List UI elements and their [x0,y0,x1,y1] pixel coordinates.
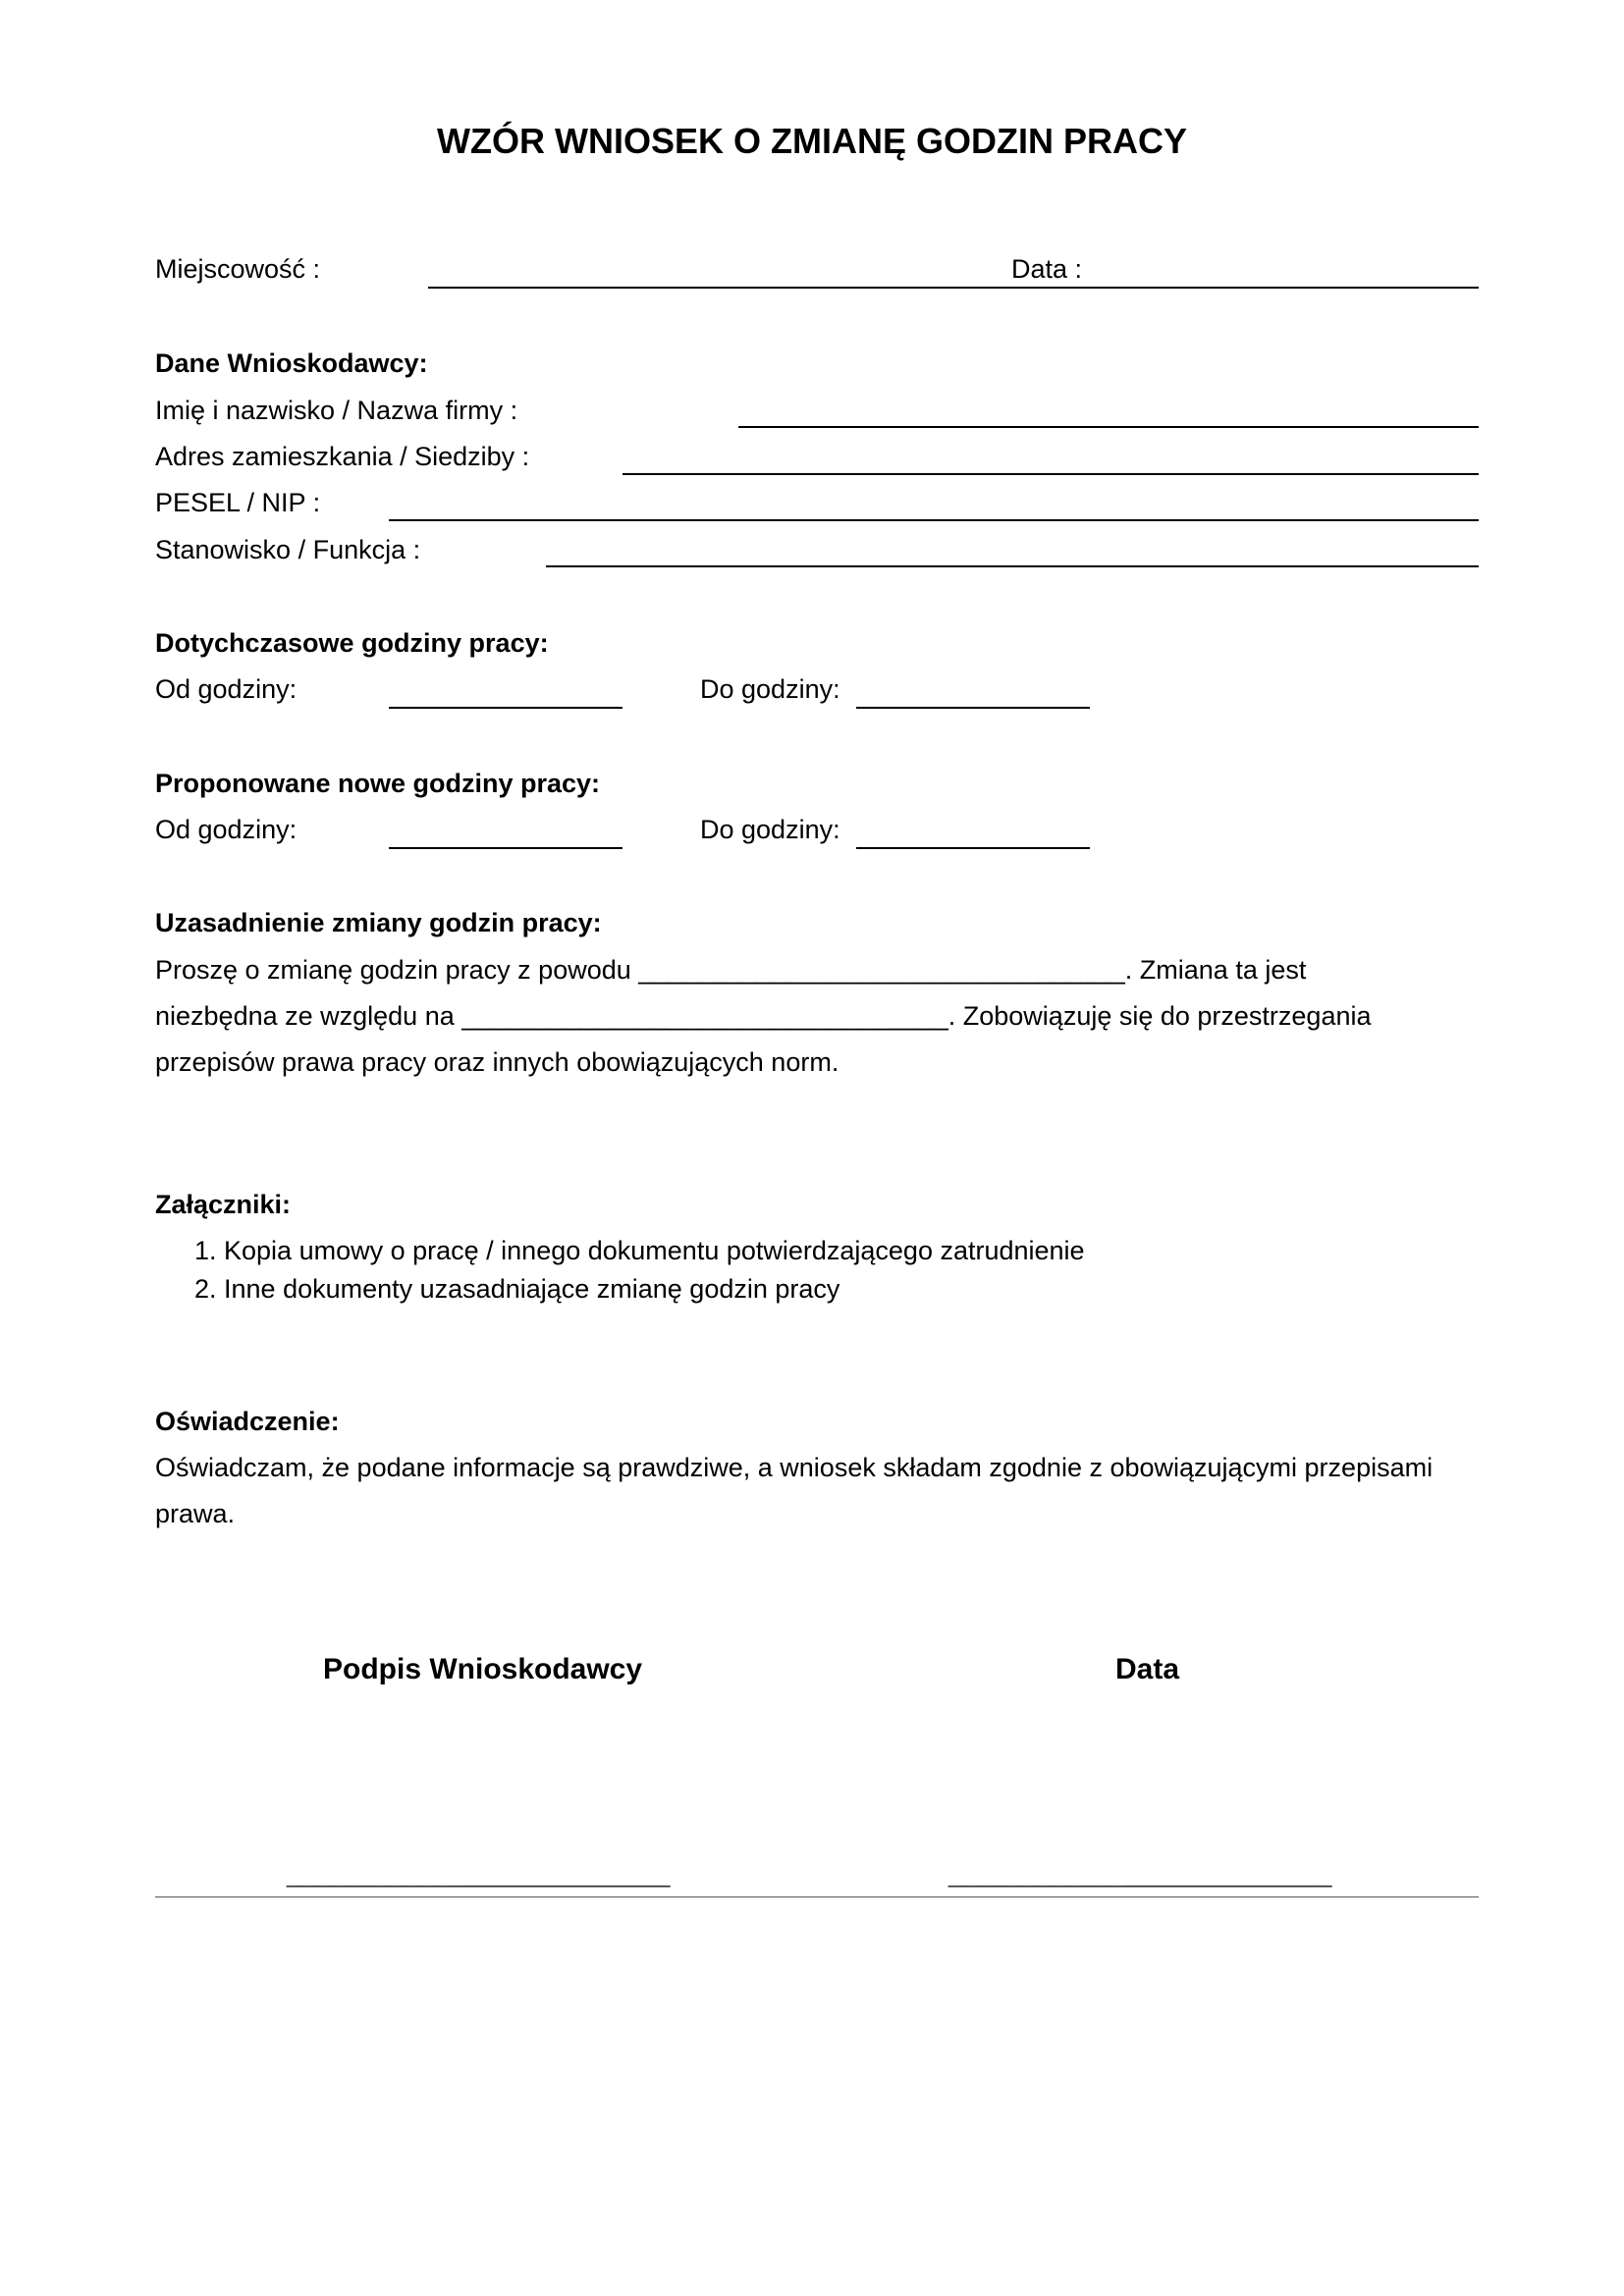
address-label: Adres zamieszkania / Siedziby : [155,442,530,471]
name-field-line[interactable] [738,426,1479,428]
current-to-line[interactable] [856,707,1090,709]
signature-line[interactable]: __________________________ [287,1858,671,1888]
justification-heading: Uzasadnienie zmiany godzin pracy: [155,908,602,937]
statement-heading: Oświadczenie: [155,1407,340,1436]
current-hours-heading: Dotychczasowe godziny pracy: [155,628,549,658]
signature-date-line[interactable]: __________________________ [948,1858,1332,1888]
place-label: Miejscowość : [155,254,321,284]
new-to-line[interactable] [856,847,1090,849]
current-to-label: Do godziny: [700,674,840,704]
pesel-field-line[interactable] [389,519,1479,521]
address-field-line[interactable] [623,473,1479,475]
current-from-label: Od godziny: [155,674,298,704]
new-to-label: Do godziny: [700,815,840,844]
attachment-item: 1. Kopia umowy o pracę / innego dokumentu potwierdzającego zatrudnienie [194,1236,1085,1265]
new-from-label: Od godziny: [155,815,298,844]
applicant-heading: Dane Wnioskodawcy: [155,348,428,378]
new-from-line[interactable] [389,847,623,849]
date-label: Data : [1011,254,1083,284]
footer-divider [155,1896,1479,1897]
name-label: Imię i nazwisko / Nazwa firmy : [155,396,518,425]
pesel-label: PESEL / NIP : [155,488,321,517]
justification-line-2: niezbędna ze względu na _________________________________. Zobowiązuję się do przestrzegania [155,1001,1372,1031]
signature-label: Podpis Wnioskodawcy [323,1653,643,1685]
attachments-heading: Załączniki: [155,1190,292,1219]
justification-line-3: przepisów prawa pracy oraz innych obowiązujących norm. [155,1047,839,1077]
position-field-line[interactable] [546,565,1479,567]
new-hours-heading: Proponowane nowe godziny pracy: [155,769,601,798]
attachment-item: 2. Inne dokumenty uzasadniające zmianę godzin pracy [194,1274,840,1304]
statement-line-2: prawa. [155,1499,236,1528]
justification-line-1: Proszę o zmianę godzin pracy z powodu _________________________________. Zmiana ta jest [155,955,1307,985]
page-title: WZÓR WNIOSEK O ZMIANĘ GODZIN PRACY [437,121,1187,161]
signature-date-label: Data [1115,1653,1180,1685]
position-label: Stanowisko / Funkcja : [155,535,421,564]
statement-line-1: Oświadczam, że podane informacje są prawdziwe, a wniosek składam zgodnie z obowiązującymi przepisami [155,1453,1434,1482]
current-from-line[interactable] [389,707,623,709]
place-date-line[interactable] [428,287,1479,289]
